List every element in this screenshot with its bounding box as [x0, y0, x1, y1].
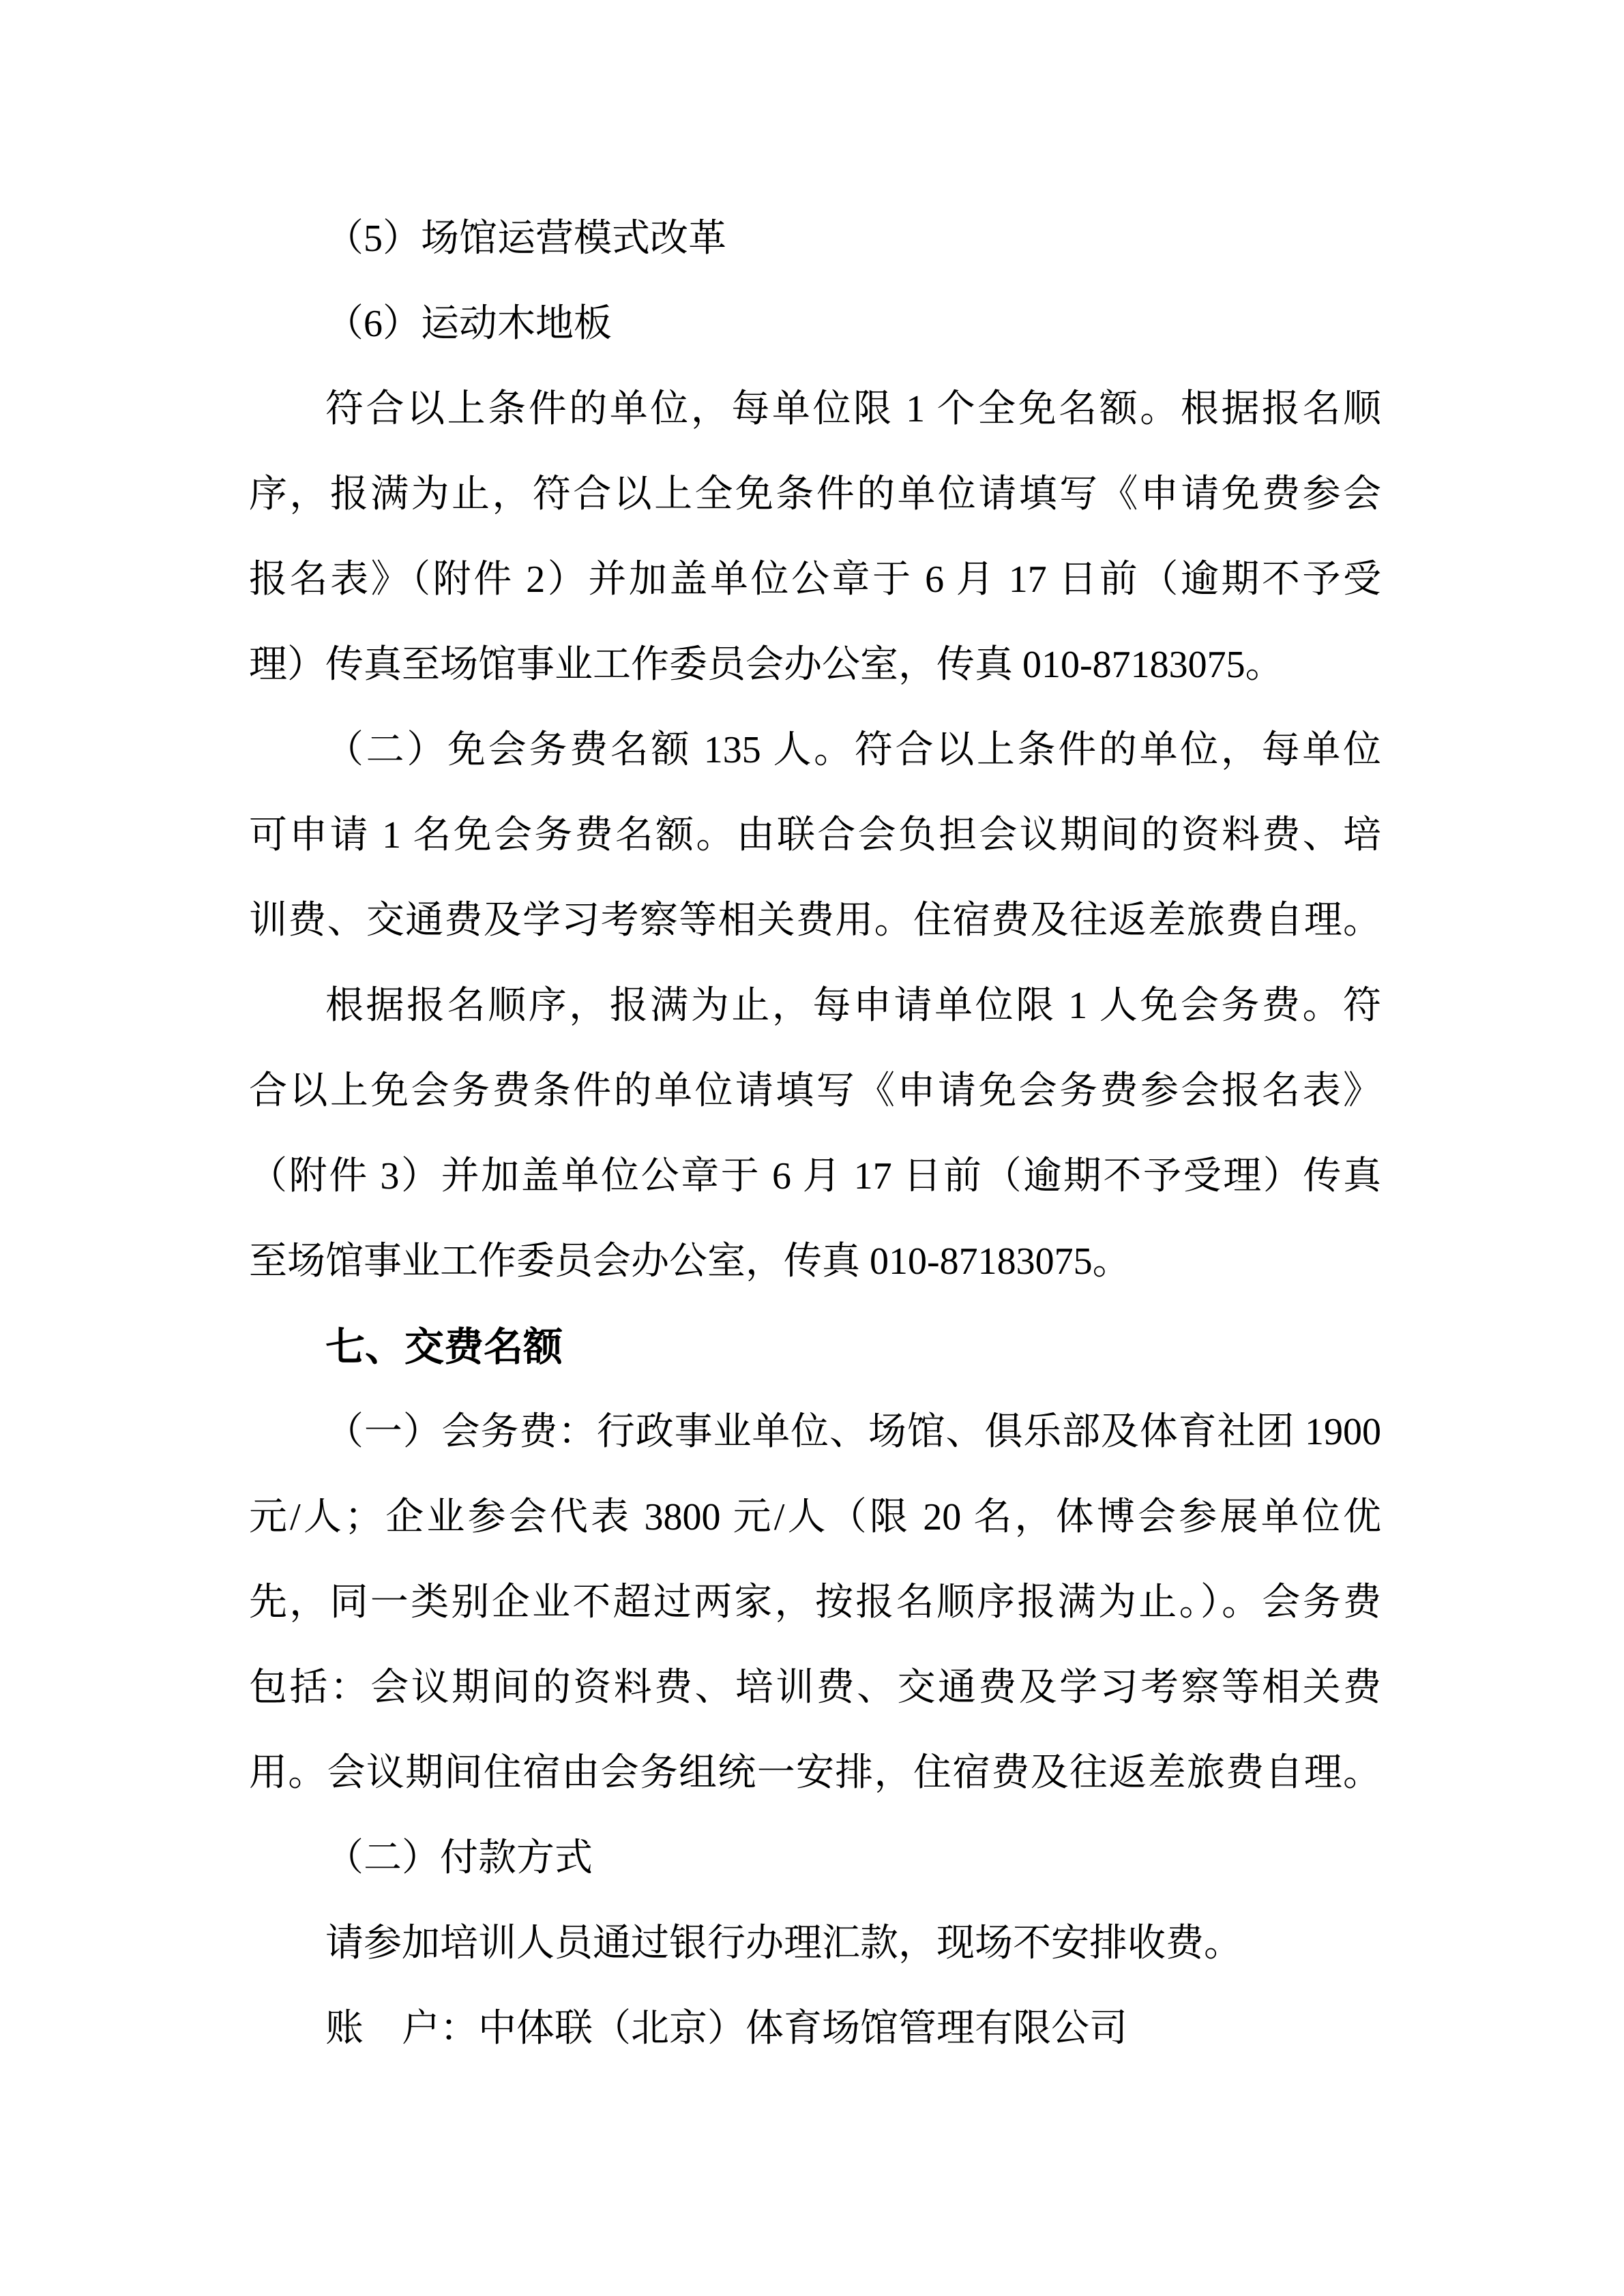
paragraph-line-fax: 理）传真至场馆事业工作委员会办公室，传真 010-87183075。: [249, 644, 1284, 686]
paragraph-line: 符合以上条件的单位，每单位限 1 个全免名额。根据报名顺: [325, 388, 1381, 430]
list-item-6: （6）运动木地板: [325, 303, 612, 345]
paragraph-line: （附件 3）并加盖单位公章于 6 月 17 日前（逾期不予受理）传真: [249, 1155, 1381, 1197]
paragraph-line: 序，报满为止，符合以上全免条件的单位请填写《申请免费参会: [249, 473, 1381, 516]
subsection-label: （二）付款方式: [325, 1837, 593, 1879]
paragraph-line: 请参加培训人员通过银行办理汇款，现场不安排收费。: [325, 1922, 1242, 1965]
list-item-5: （5）场馆运营模式改革: [325, 218, 726, 260]
paragraph-line: 先，同一类别企业不超过两家，按报名顺序报满为止。）。会务费: [249, 1581, 1381, 1624]
paragraph-line-fax: 至场馆事业工作委员会办公室，传真 010-87183075。: [249, 1240, 1131, 1283]
paragraph-line: 可申请 1 名免会务费名额。由联合会负担会议期间的资料费、培: [249, 814, 1381, 856]
paragraph-line: 训费、交通费及学习考察等相关费用。住宿费及往返差旅费自理。: [249, 899, 1381, 942]
account-holder-line: 账 户：中体联（北京）体育场馆管理有限公司: [325, 2008, 1127, 2050]
paragraph-line: 合以上免会务费条件的单位请填写《申请免会务费参会报名表》: [249, 1070, 1381, 1112]
paragraph-line: （二）免会务费名额 135 人。符合以上条件的单位，每单位: [325, 729, 1381, 771]
paragraph-line: （一）会务费：行政事业单位、场馆、俱乐部及体育社团 1900: [325, 1411, 1381, 1453]
paragraph-line: 元/人；企业参会代表 3800 元/人（限 20 名，体博会参展单位优: [249, 1496, 1381, 1538]
paragraph-line: 报名表》（附件 2）并加盖单位公章于 6 月 17 日前（逾期不予受: [249, 558, 1381, 601]
paragraph-line: 用。会议期间住宿由会务组统一安排，住宿费及往返差旅费自理。: [249, 1752, 1381, 1794]
section-heading: 七、交费名额: [325, 1325, 563, 1369]
document-text-block: [249, 196, 1381, 2072]
paragraph-line: 根据报名顺序，报满为止，每申请单位限 1 人免会务费。符: [325, 985, 1381, 1027]
paragraph-line: 包括：会议期间的资料费、培训费、交通费及学习考察等相关费: [249, 1667, 1381, 1709]
